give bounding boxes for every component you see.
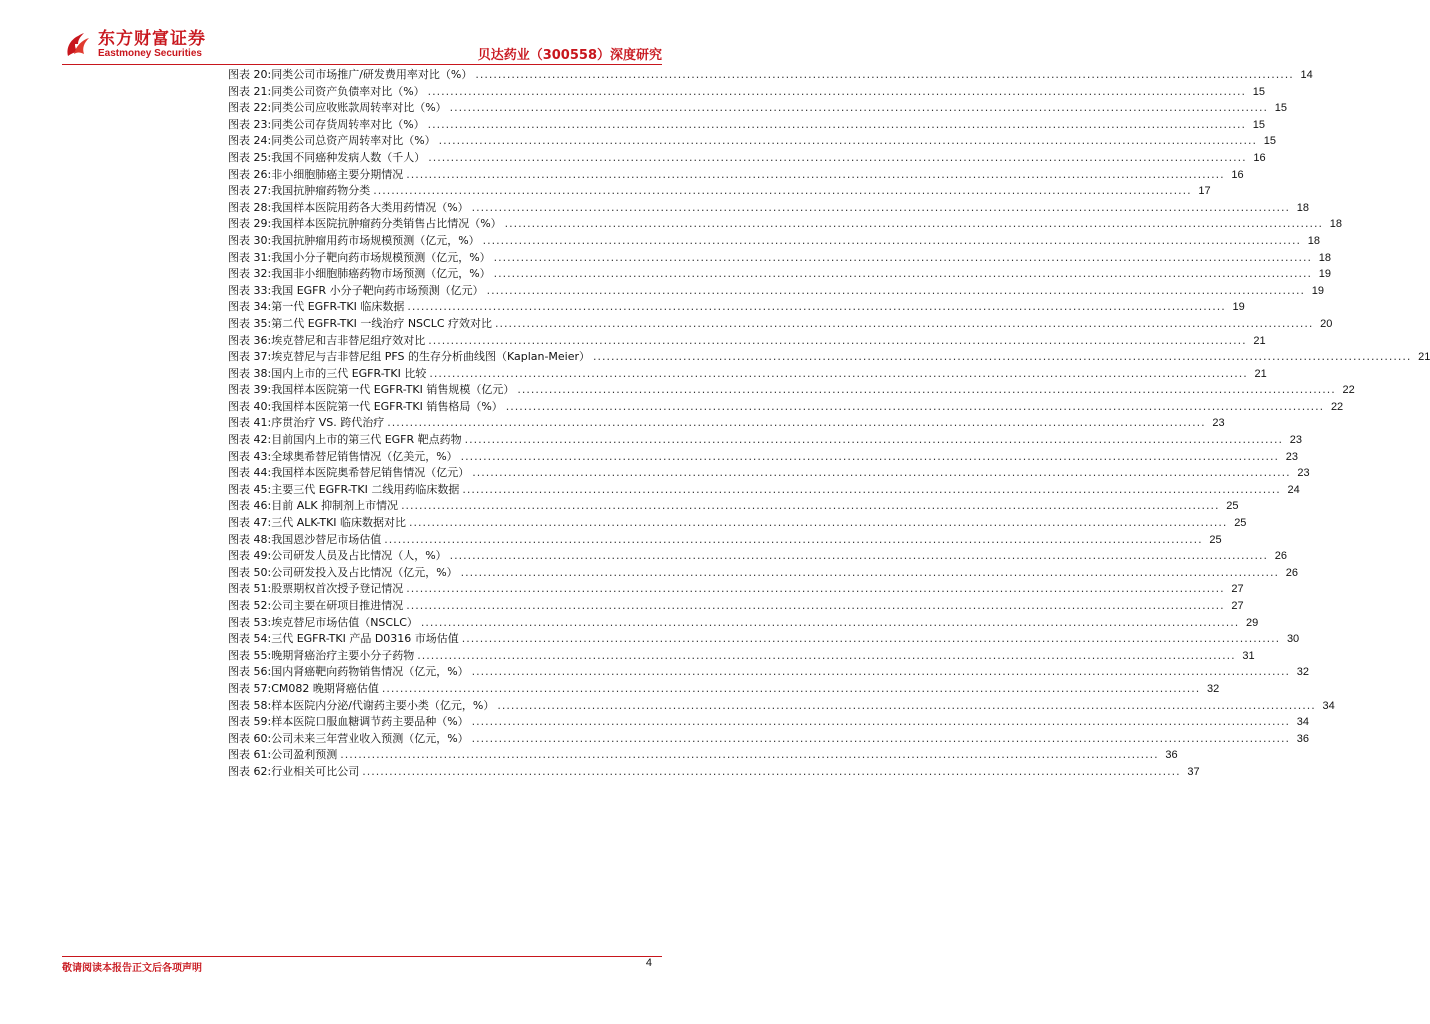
figure-index-list (228, 67, 1430, 781)
toc-dot-leader (465, 432, 1283, 449)
logo-chinese-name: 东方财富证券 (98, 29, 206, 49)
toc-entry[interactable] (228, 714, 1310, 731)
toc-entry-label: 图表 29: (228, 217, 272, 231)
toc-dot-leader (472, 664, 1290, 681)
toc-entry-page: 36 (1165, 749, 1178, 762)
toc-entry[interactable] (228, 399, 1344, 416)
toc-dot-leader (362, 764, 1180, 781)
toc-entry-page: 14 (1300, 69, 1313, 81)
page-number: 4 (645, 957, 652, 969)
toc-entry-label: 图表 39: (228, 383, 272, 397)
toc-dot-leader (417, 648, 1235, 665)
toc-entry-label: 图表 55: (228, 648, 272, 662)
toc-entry[interactable] (228, 598, 1244, 615)
toc-entry-title: 非小细胞肺癌主要分期情况 (271, 167, 404, 181)
toc-entry-label: 图表 28: (228, 200, 272, 214)
toc-entry-title: 股票期权首次授予登记情况 (271, 582, 404, 596)
toc-entry-title: 我国非小细胞肺癌药物市场预测（亿元，%） (271, 267, 491, 281)
toc-entry[interactable] (228, 183, 1211, 200)
toc-entry-label: 图表 37: (228, 350, 272, 364)
toc-entry-title: 全球奥希替尼销售情况（亿美元，%） (271, 449, 458, 463)
toc-dot-leader (472, 731, 1290, 748)
toc-entry-title: 国内肾癌靶向药物销售情况（亿元，%） (271, 665, 469, 679)
toc-entry-page: 19 (1318, 268, 1332, 281)
toc-entry-label: 图表 62: (228, 764, 272, 778)
toc-entry[interactable] (228, 382, 1355, 399)
logo-english-name: Eastmoney Securities (98, 48, 202, 59)
toc-entry-title: 我国不同癌种发病人数（千人） (271, 150, 426, 164)
toc-dot-leader (428, 150, 1246, 167)
toc-entry-title: 公司研发人员及占比情况（人，%） (271, 549, 447, 563)
toc-entry-title: 同类公司资产负债率对比（%） (271, 84, 425, 98)
footer-disclaimer: 敬请阅读本报告正文后各项声明 (62, 963, 202, 974)
toc-entry-label: 图表 36: (228, 333, 272, 347)
toc-entry[interactable] (228, 532, 1222, 549)
toc-dot-leader (505, 216, 1323, 233)
toc-entry-page: 25 (1226, 500, 1239, 513)
toc-dot-leader (409, 515, 1227, 532)
toc-entry-page: 30 (1286, 633, 1300, 646)
toc-dot-leader (406, 581, 1224, 598)
toc-entry-label: 图表 35: (228, 316, 272, 330)
toc-entry[interactable] (228, 631, 1300, 648)
toc-dot-leader (462, 482, 1280, 499)
toc-entry[interactable] (228, 548, 1288, 565)
toc-entry-page: 18 (1307, 234, 1321, 247)
toc-entry-title: 我国样本医院奥希替尼销售情况（亿元） (271, 466, 470, 480)
report-title: 贝达药业（300558）深度研究 (477, 48, 662, 63)
toc-entry-title: 第二代 EGFR-TKI 一线治疗 NSCLC 疗效对比 (271, 316, 493, 330)
toc-entry-page: 36 (1296, 732, 1310, 745)
toc-entry-title: 公司研发投入及占比情况（亿元，%） (271, 565, 458, 579)
toc-entry-label: 图表 38: (228, 366, 272, 380)
toc-entry-label: 图表 40: (228, 399, 272, 413)
toc-entry-page: 21 (1254, 367, 1267, 380)
toc-entry[interactable] (228, 250, 1332, 267)
toc-entry-title: 晚期肾癌治疗主要小分子药物 (271, 648, 415, 662)
toc-entry-title: 埃克替尼市场估值（NSCLC） (271, 615, 418, 629)
toc-entry-title: 样本医院内分泌/代谢药主要小类（亿元，%） (271, 698, 495, 712)
toc-entry-title: 埃克替尼与吉非替尼组 PFS 的生存分析曲线图（Kaplan-Meier） (271, 350, 591, 364)
toc-entry-title: 序贯治疗 VS. 跨代治疗 (271, 416, 385, 430)
toc-entry-page: 15 (1274, 102, 1288, 115)
toc-entry[interactable] (228, 366, 1267, 383)
toc-entry-label: 图表 58: (228, 698, 272, 712)
toc-entry[interactable] (228, 515, 1247, 532)
toc-dot-leader (340, 747, 1158, 764)
toc-entry-label: 图表 57: (228, 681, 272, 695)
toc-entry-page: 19 (1311, 284, 1325, 297)
toc-entry[interactable] (228, 731, 1310, 748)
toc-dot-leader (461, 565, 1279, 582)
toc-entry[interactable] (228, 432, 1303, 449)
toc-entry-page: 16 (1231, 168, 1244, 181)
toc-entry[interactable] (228, 498, 1239, 515)
toc-entry-label: 图表 56: (228, 665, 272, 679)
toc-entry[interactable] (228, 150, 1266, 167)
toc-entry[interactable] (228, 316, 1333, 333)
toc-entry-title: 我国样本医院抗肿瘤药分类销售占比情况（%） (271, 217, 502, 231)
toc-entry-label: 图表 27: (228, 184, 272, 198)
toc-entry[interactable] (228, 681, 1220, 698)
toc-dot-leader (462, 631, 1280, 648)
toc-entry-page: 31 (1242, 649, 1255, 662)
toc-dot-leader (494, 266, 1312, 283)
toc-dot-leader (475, 67, 1293, 84)
toc-dot-leader (487, 283, 1305, 300)
toc-entry-title: 同类公司存货周转率对比（%） (271, 117, 425, 131)
toc-entry-title: 行业相关可比公司 (271, 764, 360, 778)
toc-dot-leader (373, 183, 1191, 200)
toc-entry-page: 26 (1285, 566, 1299, 579)
toc-dot-leader (407, 299, 1225, 316)
toc-entry-page: 15 (1252, 85, 1266, 98)
toc-entry-label: 图表 53: (228, 615, 272, 629)
toc-dot-leader (428, 84, 1246, 101)
toc-entry-title: 公司主要在研项目推进情况 (271, 599, 404, 612)
toc-dot-leader (506, 399, 1324, 416)
toc-entry-title: 我国样本医院用药各大类用药情况（%） (271, 200, 469, 214)
toc-dot-leader (450, 548, 1268, 565)
toc-entry-page: 25 (1209, 533, 1222, 546)
toc-entry-title: 我国恩沙替尼市场估值 (271, 532, 382, 546)
toc-entry-label: 图表 33: (228, 283, 272, 297)
toc-dot-leader (517, 382, 1335, 399)
toc-entry-label: 图表 46: (228, 499, 272, 513)
toc-dot-leader (495, 316, 1313, 333)
toc-entry-title: 我国样本医院第一代 EGFR-TKI 销售规模（亿元） (271, 383, 515, 397)
toc-entry-label: 图表 47: (228, 516, 272, 530)
toc-entry-page: 24 (1287, 483, 1300, 496)
toc-entry-label: 图表 32: (228, 267, 272, 281)
toc-entry[interactable] (228, 100, 1288, 117)
toc-dot-leader (401, 498, 1219, 515)
toc-entry-label: 图表 52: (228, 599, 272, 612)
toc-entry[interactable] (228, 200, 1310, 217)
toc-entry-page: 23 (1212, 417, 1225, 430)
toc-dot-leader (429, 366, 1247, 383)
toc-dot-leader (406, 167, 1224, 184)
toc-entry-page: 21 (1253, 334, 1266, 347)
toc-dot-leader (472, 465, 1290, 482)
header-divider (62, 64, 662, 65)
toc-entry-page: 15 (1252, 118, 1266, 131)
toc-dot-leader (384, 532, 1202, 549)
toc-entry-page: 20 (1320, 317, 1333, 330)
toc-dot-leader (387, 415, 1205, 432)
toc-entry-title: 国内上市的三代 EGFR-TKI 比较 (271, 366, 427, 380)
toc-entry-page: 19 (1232, 301, 1245, 314)
toc-entry[interactable] (228, 465, 1310, 482)
toc-entry[interactable] (228, 216, 1343, 233)
toc-entry-page: 18 (1329, 218, 1343, 231)
toc-entry[interactable] (228, 299, 1245, 316)
toc-entry-label: 图表 48: (228, 532, 272, 546)
toc-entry-page: 29 (1246, 616, 1259, 629)
eastmoney-logo-icon (62, 30, 92, 60)
toc-entry-page: 34 (1322, 699, 1335, 712)
toc-entry[interactable] (228, 233, 1321, 250)
toc-entry[interactable] (228, 747, 1178, 764)
toc-dot-leader (428, 333, 1246, 350)
toc-dot-leader (472, 200, 1290, 217)
toc-entry[interactable] (228, 648, 1255, 665)
toc-entry[interactable] (228, 283, 1325, 300)
toc-entry[interactable] (228, 415, 1225, 432)
toc-entry-label: 图表 60: (228, 731, 272, 745)
toc-entry-label: 图表 41: (228, 416, 272, 430)
toc-entry-title: CM082 晚期肾癌估值 (271, 681, 379, 695)
toc-entry-page: 15 (1263, 135, 1277, 148)
footer-divider (62, 956, 662, 957)
company-logo (62, 30, 206, 60)
toc-entry[interactable] (228, 333, 1266, 350)
toc-dot-leader (483, 233, 1301, 250)
toc-entry-page: 23 (1297, 467, 1310, 480)
toc-entry-label: 图表 30: (228, 233, 272, 247)
toc-entry[interactable] (228, 84, 1266, 101)
toc-entry-label: 图表 44: (228, 466, 272, 480)
toc-dot-leader (428, 117, 1246, 134)
toc-dot-leader (382, 681, 1200, 698)
toc-entry-page: 37 (1187, 765, 1200, 778)
toc-entry-title: 目前国内上市的第三代 EGFR 靶点药物 (271, 433, 462, 447)
toc-entry[interactable] (228, 449, 1299, 466)
toc-entry-page: 21 (1418, 351, 1430, 364)
toc-entry-title: 同类公司应收账款周转率对比（%） (271, 101, 447, 115)
toc-entry[interactable] (228, 133, 1277, 150)
toc-entry-page: 22 (1342, 384, 1355, 397)
toc-entry-title: 同类公司市场推广/研发费用率对比（%） (271, 68, 473, 81)
toc-entry[interactable] (228, 117, 1266, 134)
toc-dot-leader (439, 133, 1257, 150)
toc-entry[interactable] (228, 764, 1200, 781)
toc-entry-page: 16 (1253, 151, 1266, 164)
toc-dot-leader (450, 100, 1268, 117)
toc-entry-title: 我国样本医院第一代 EGFR-TKI 销售格局（%） (271, 399, 503, 413)
toc-entry-title: 公司未来三年营业收入预测（亿元，%） (271, 731, 469, 745)
toc-entry-label: 图表 31: (228, 250, 272, 264)
toc-entry-label: 图表 20: (228, 68, 272, 81)
toc-entry-page: 27 (1231, 583, 1244, 596)
toc-entry-label: 图表 45: (228, 482, 272, 496)
toc-entry-page: 23 (1289, 434, 1303, 447)
toc-entry-title: 主要三代 EGFR-TKI 二线用药临床数据 (271, 482, 460, 496)
toc-entry-label: 图表 49: (228, 549, 272, 563)
toc-entry[interactable] (228, 664, 1310, 681)
toc-entry-title: 埃克替尼和吉非替尼组疗效对比 (271, 333, 426, 347)
toc-entry-label: 图表 26: (228, 167, 272, 181)
toc-entry[interactable] (228, 615, 1259, 632)
toc-entry-label: 图表 54: (228, 632, 272, 646)
toc-entry[interactable] (228, 565, 1299, 582)
toc-entry-title: 我国小分子靶向药市场规模预测（亿元，%） (271, 250, 491, 264)
toc-entry[interactable] (228, 581, 1244, 598)
toc-entry-label: 图表 61: (228, 748, 272, 762)
toc-dot-leader (461, 449, 1279, 466)
toc-entry[interactable] (228, 482, 1300, 499)
toc-entry-title: 三代 EGFR-TKI 产品 D0316 市场估值 (271, 632, 459, 646)
toc-entry-page: 34 (1296, 716, 1310, 729)
toc-dot-leader (421, 615, 1239, 632)
toc-entry-label: 图表 21: (228, 84, 272, 98)
toc-entry-label: 图表 23: (228, 117, 272, 131)
toc-entry-label: 图表 50: (228, 565, 272, 579)
toc-entry-label: 图表 25: (228, 150, 272, 164)
toc-entry[interactable] (228, 698, 1335, 715)
toc-entry-label: 图表 22: (228, 101, 272, 115)
toc-entry-page: 18 (1318, 251, 1332, 264)
toc-entry-page: 25 (1234, 517, 1247, 530)
toc-entry-page: 27 (1231, 600, 1244, 612)
toc-entry[interactable] (228, 349, 1430, 366)
toc-entry-title: 公司盈利预测 (271, 748, 338, 762)
toc-entry[interactable] (228, 167, 1244, 184)
toc-entry-title: 样本医院口服血糖调节药主要品种（%） (271, 715, 469, 729)
toc-dot-leader (497, 698, 1315, 715)
toc-dot-leader (406, 598, 1224, 615)
toc-entry-page: 26 (1274, 550, 1288, 563)
toc-entry-title: 我国抗肿瘤用药市场规模预测（亿元，%） (271, 233, 480, 247)
toc-entry-page: 18 (1296, 201, 1310, 214)
toc-entry-label: 图表 34: (228, 300, 272, 314)
toc-dot-leader (494, 250, 1312, 267)
toc-entry-page: 23 (1285, 450, 1299, 463)
page-header (0, 0, 724, 70)
toc-entry-label: 图表 51: (228, 582, 272, 596)
toc-entry[interactable] (228, 67, 1313, 84)
toc-entry-title: 同类公司总资产周转率对比（%） (271, 134, 436, 148)
toc-dot-leader (472, 714, 1290, 731)
toc-entry-page: 22 (1330, 400, 1344, 413)
toc-entry-label: 图表 43: (228, 449, 272, 463)
toc-entry-label: 图表 24: (228, 134, 272, 148)
toc-entry-title: 我国抗肿瘤药物分类 (271, 184, 371, 198)
toc-entry-page: 32 (1296, 666, 1310, 679)
toc-entry-title: 目前 ALK 抑制剂上市情况 (271, 499, 399, 513)
toc-entry-title: 第一代 EGFR-TKI 临床数据 (271, 300, 405, 314)
toc-entry-title: 三代 ALK-TKI 临床数据对比 (271, 516, 407, 530)
toc-entry-title: 我国 EGFR 小分子靶向药市场预测（亿元） (271, 283, 484, 297)
toc-dot-leader (593, 349, 1411, 366)
toc-entry-label: 图表 42: (228, 433, 272, 447)
toc-entry-page: 32 (1207, 682, 1220, 695)
toc-entry-label: 图表 59: (228, 715, 272, 729)
toc-entry[interactable] (228, 266, 1332, 283)
toc-entry-page: 17 (1198, 185, 1211, 198)
